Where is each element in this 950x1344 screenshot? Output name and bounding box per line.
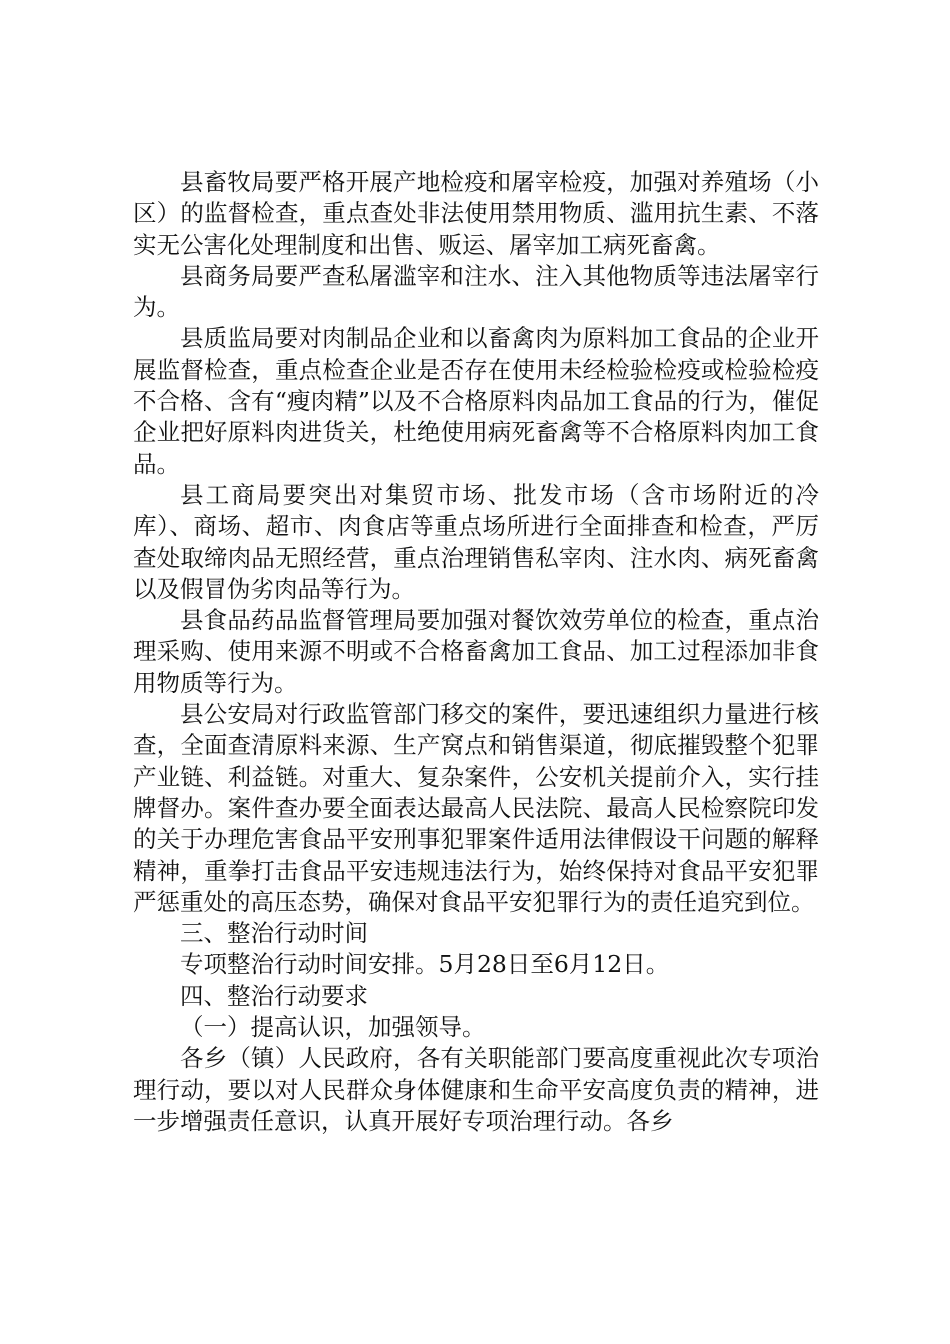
- subsection-heading-leadership: （一）提高认识，加强领导。: [180, 1013, 486, 1042]
- paragraph-industry-commerce: 县工商局要突出对集贸市场、批发市场（含市场附近的冷库）、商场、超市、肉食店等重点场所进行全面排查和检查，严厉查处取缔肉品无照经营，重点治理销售私宰肉、注水肉、病死畜禽以及假冒伪劣肉品等行为。: [133, 480, 819, 603]
- paragraph-animal-husbandry: 县畜牧局要严格开展产地检疫和屠宰检疫，加强对养殖场（小区）的监督检查，重点查处非法使用禁用物质、滥用抗生素、不落实无公害化处理制度和出售、贩运、屠宰加工病死畜禽。: [133, 168, 819, 259]
- paragraph-townships: 各乡（镇）人民政府，各有关职能部门要高度重视此次专项治理行动，要以对人民群众身体健康和生命平安高度负责的精神，进一步增强责任意识，认真开展好专项治理行动。各乡: [133, 1044, 819, 1135]
- document-body: [133, 167, 819, 1137]
- paragraph-food-drug: 县食品药品监督管理局要加强对餐饮效劳单位的检查，重点治理采购、使用来源不明或不合格畜禽加工食品、加工过程添加非食用物质等行为。: [133, 606, 819, 697]
- paragraph-public-security: 县公安局对行政监管部门移交的案件，要迅速组织力量进行核查，全面查清原料来源、生产窝点和销售渠道，彻底摧毁整个犯罪产业链、利益链。对重大、复杂案件，公安机关提前介入，实行挂牌督办。案件查办要全面表达最高人民法院、最高人民检察院印发的关于办理危害食品平安刑事犯罪案件适用法律假设干问题的解释精神，重拳打击食品平安违规违法行为，始终保持对食品平安犯罪严惩重处的高压态势，确保对食品平安犯罪行为的责任追究到位。: [133, 700, 819, 916]
- section-heading-time: 三、整治行动时间: [180, 919, 368, 948]
- paragraph-schedule: 专项整治行动时间安排。5月28日至6月12日。: [180, 950, 670, 979]
- section-heading-requirements: 四、整治行动要求: [180, 981, 368, 1010]
- paragraph-commerce: 县商务局要严查私屠滥宰和注水、注入其他物质等违法屠宰行为。: [133, 261, 819, 322]
- paragraph-quality-supervision: 县质监局要对肉制品企业和以畜禽肉为原料加工食品的企业开展监督检查，重点检查企业是否存在使用未经检验检疫或检验检疫不合格、含有“瘦肉精”以及不合格原料肉品加工食品的行为，催促企业把好原料肉进货关，杜绝使用病死畜禽等不合格原料肉加工食品。: [133, 324, 819, 478]
